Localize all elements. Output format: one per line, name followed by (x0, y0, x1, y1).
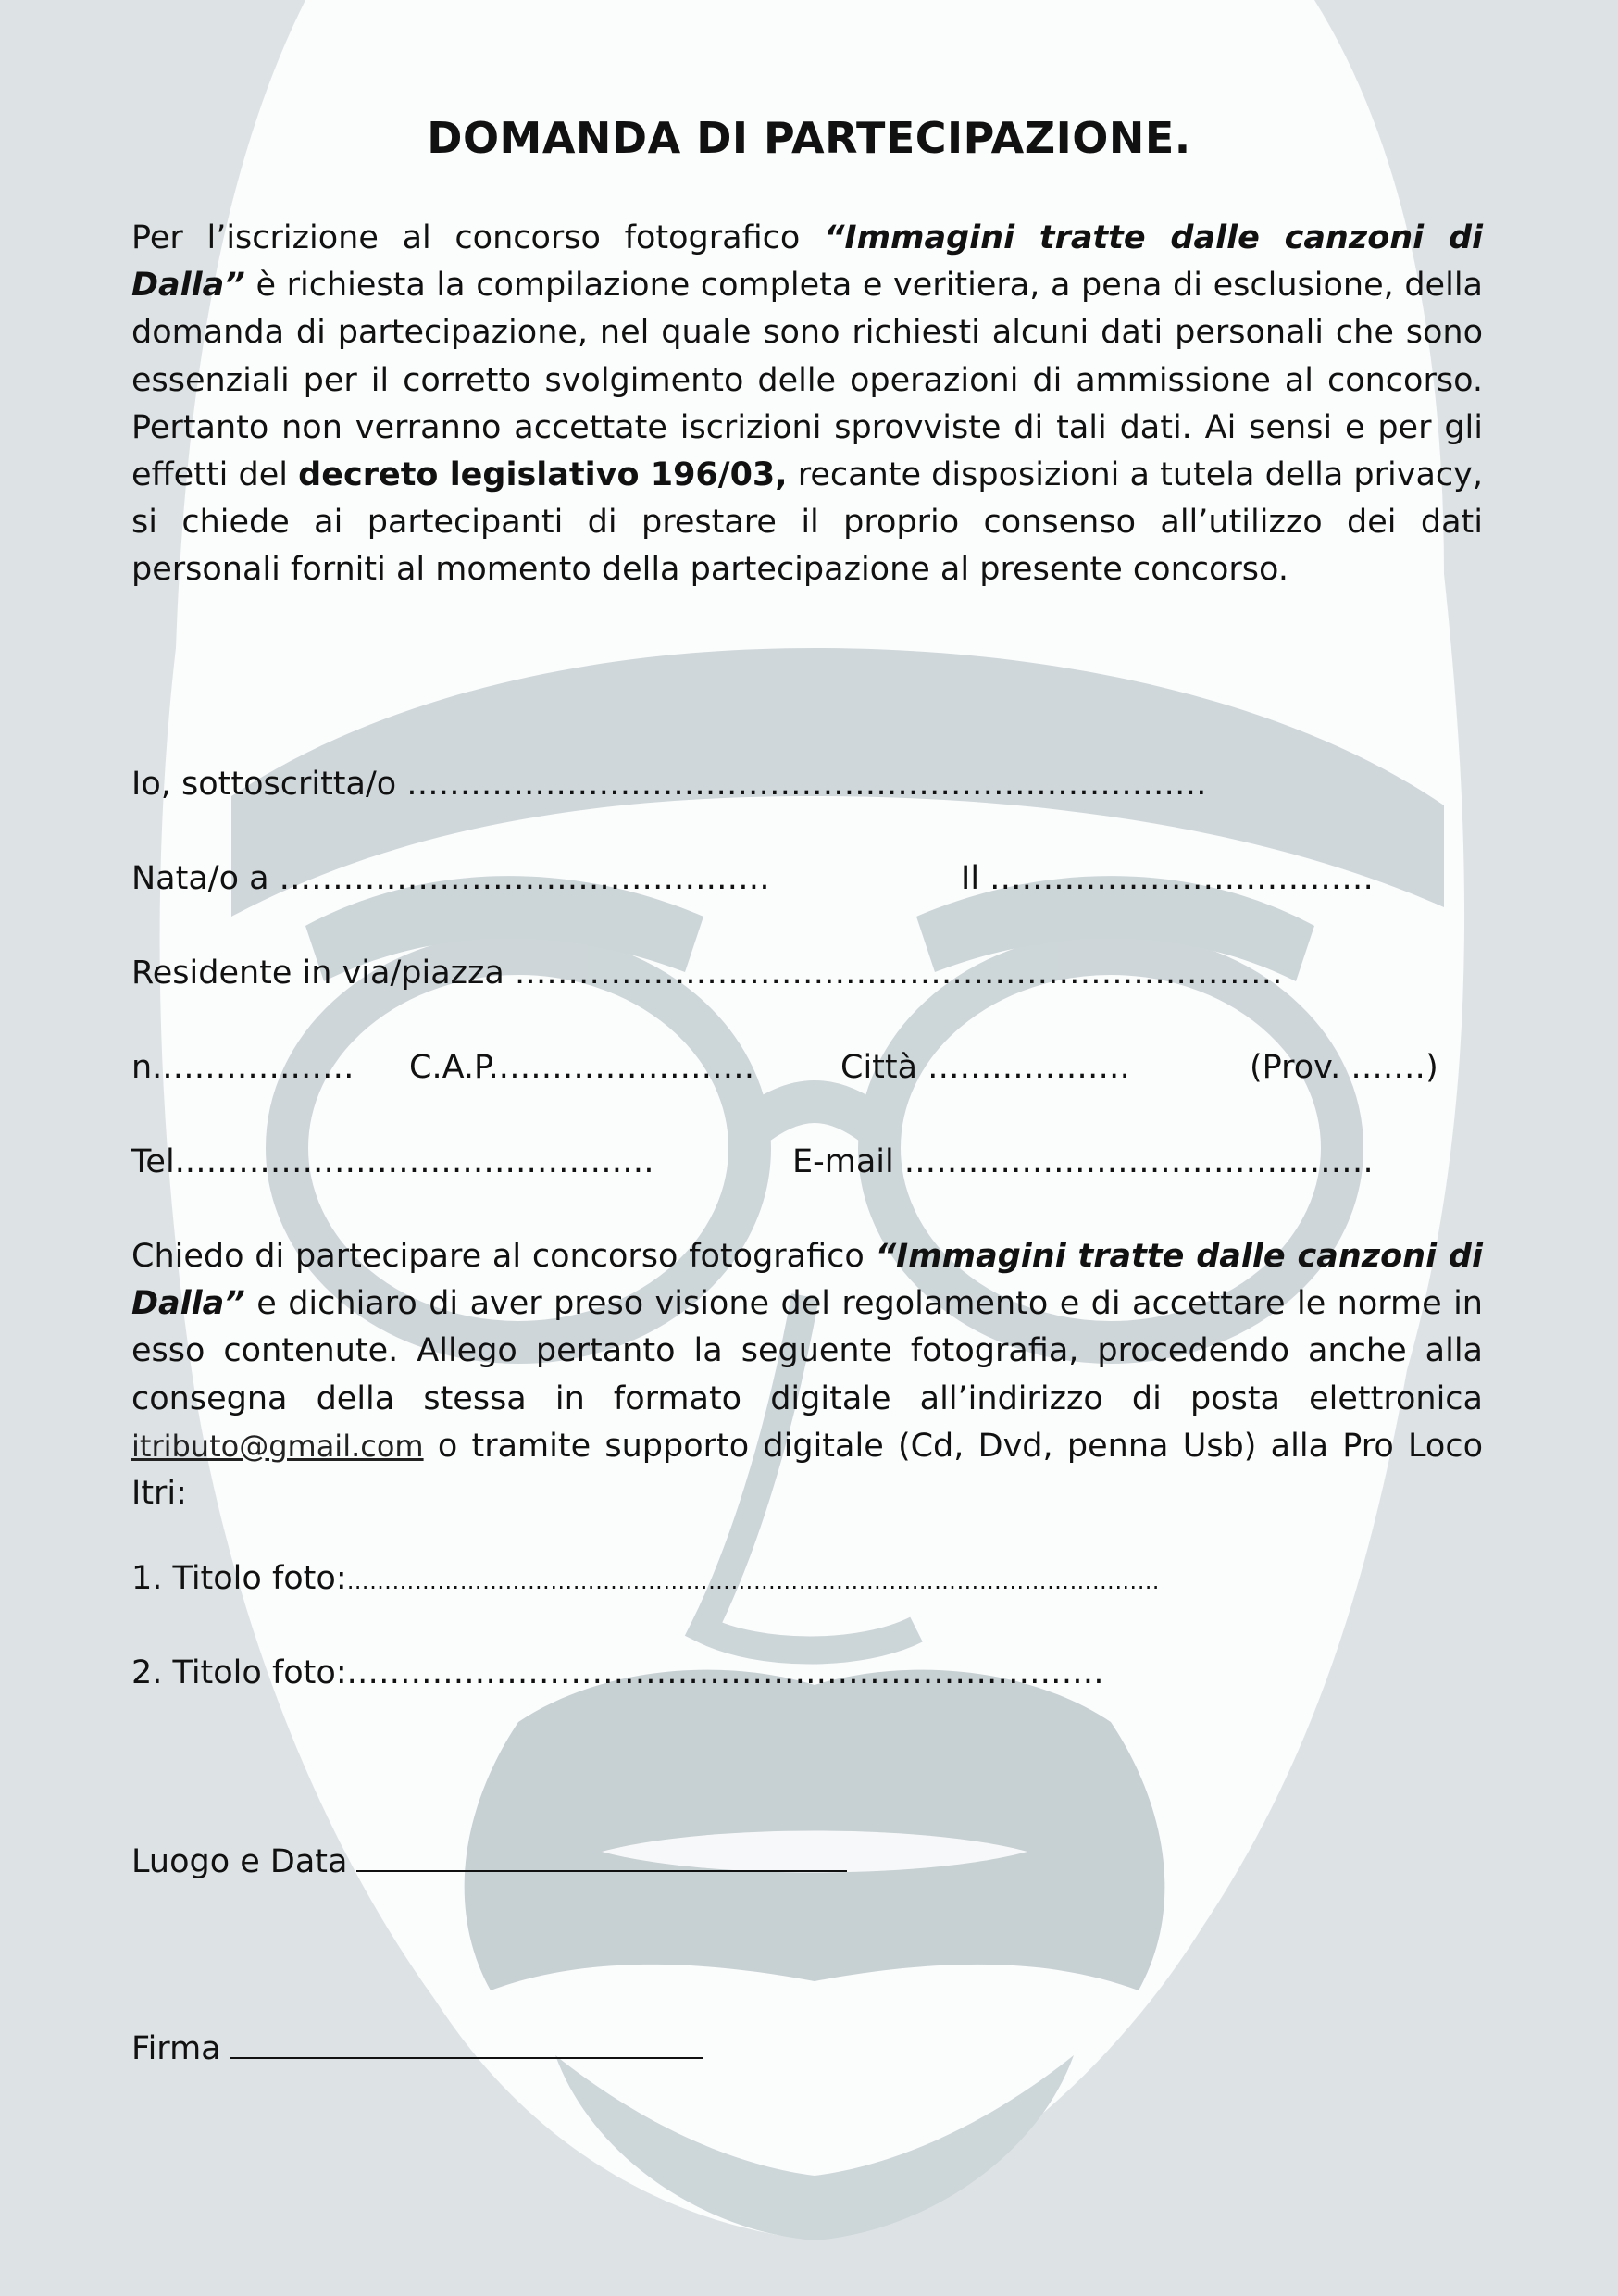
residente-label: Residente in via/piazza (131, 955, 504, 992)
nato-label: Nata/o a (131, 860, 269, 897)
contest-name: “Immagini tratte dalle canzoni di Dalla” (131, 219, 1483, 305)
field-photo-2[interactable] (131, 1653, 1104, 1692)
field-prov[interactable] (1250, 1048, 1438, 1087)
request-text-3: o tramite supporto digitale (Cd, Dvd, penna Usb) alla Pro Loco Itri: (131, 1427, 1483, 1513)
tel-blank[interactable]: ............................................ (184, 1143, 654, 1180)
citta-label: Città (840, 1049, 918, 1086)
page-title: DOMANDA DI PARTECIPAZIONE. (427, 113, 1191, 163)
field-residente[interactable] (131, 954, 1283, 992)
cap-blank[interactable]: ........................ (498, 1049, 755, 1086)
intro-text-2: è richiesta la compilazione completa e veritiera, a pena di esclusione, della domanda di partecipazione, nel quale sono richiesti alcuni dati personali che sono essenziali per il corretto svolgimento delle operazioni di ammissione al concorso. Pertanto non verranno accettate iscrizioni sprovviste di tali dati. Ai sensi e per gli effetti del (131, 267, 1483, 494)
nato-blank[interactable]: .............................................. (279, 860, 770, 897)
field-cap[interactable] (409, 1048, 754, 1087)
field-tel[interactable] (131, 1142, 654, 1181)
photo-2-label: 2. Titolo foto: (131, 1654, 347, 1691)
luogo-data-blank[interactable] (356, 1842, 847, 1872)
il-blank[interactable]: .................................... (989, 860, 1375, 897)
intro-text-1: Per l’iscrizione al concorso fotografico (131, 219, 824, 256)
field-nato[interactable] (131, 859, 770, 898)
tel-label: Tel. (131, 1143, 185, 1180)
il-label: Il (961, 860, 980, 897)
luogo-data-label: Luogo e Data (131, 1843, 348, 1880)
intro-paragraph (131, 215, 1483, 594)
field-citta[interactable] (840, 1048, 1130, 1087)
field-numero[interactable] (131, 1048, 355, 1087)
n-blank[interactable]: .................. (162, 1049, 355, 1086)
email-label: E-mail (792, 1143, 894, 1180)
request-contest-name: “Immagini tratte dalle canzoni di Dalla” (131, 1238, 1483, 1323)
photo-2-blank[interactable]: ....................................................................... (346, 1654, 1104, 1691)
field-il[interactable] (961, 859, 1374, 898)
request-paragraph (131, 1233, 1483, 1517)
sottoscritta-blank[interactable]: ........................................................................... (406, 766, 1207, 803)
field-firma[interactable] (131, 2029, 703, 2068)
field-photo-1[interactable] (131, 1559, 1160, 1601)
photo-1-label: 1. Titolo foto: (131, 1560, 347, 1597)
residente-blank[interactable]: ........................................................................ (514, 955, 1283, 992)
prov-blank[interactable]: .......) (1350, 1049, 1439, 1086)
cap-label: C.A.P. (409, 1049, 499, 1086)
prov-label: (Prov. (1250, 1049, 1341, 1086)
firma-label: Firma (131, 2030, 221, 2067)
n-label: n. (131, 1049, 163, 1086)
field-email[interactable] (792, 1142, 1374, 1181)
sottoscritta-label: Io, sottoscritta/o (131, 766, 397, 803)
field-sottoscritta[interactable] (131, 765, 1207, 804)
field-luogo-data[interactable] (131, 1842, 847, 1881)
citta-blank[interactable]: ................... (927, 1049, 1131, 1086)
request-text-1: Chiedo di partecipare al concorso fotografico (131, 1238, 876, 1275)
photo-1-blank[interactable]: ……………………………………………………………………………………………… (346, 1568, 1161, 1594)
email-blank[interactable]: ............................................ (903, 1143, 1374, 1180)
intro-text-3: recante disposizioni a tutela della privacy, si chiede ai partecipanti di prestare il proprio consenso all’utilizzo dei dati personali forniti al momento della partecipazione al presente concorso. (131, 456, 1484, 589)
email-address-link[interactable]: itributo@gmail.com (131, 1428, 424, 1464)
request-text-2: e dichiaro di aver preso visione del regolamento e di accettare le norme in esso contenute. Allego pertanto la seguente fotografia, procedendo anche alla consegna della stessa in formato digitale all’indirizzo di posta elettronica (131, 1285, 1483, 1417)
decree-reference: decreto legislativo 196/03, (298, 456, 788, 494)
firma-blank[interactable] (230, 2029, 703, 2059)
